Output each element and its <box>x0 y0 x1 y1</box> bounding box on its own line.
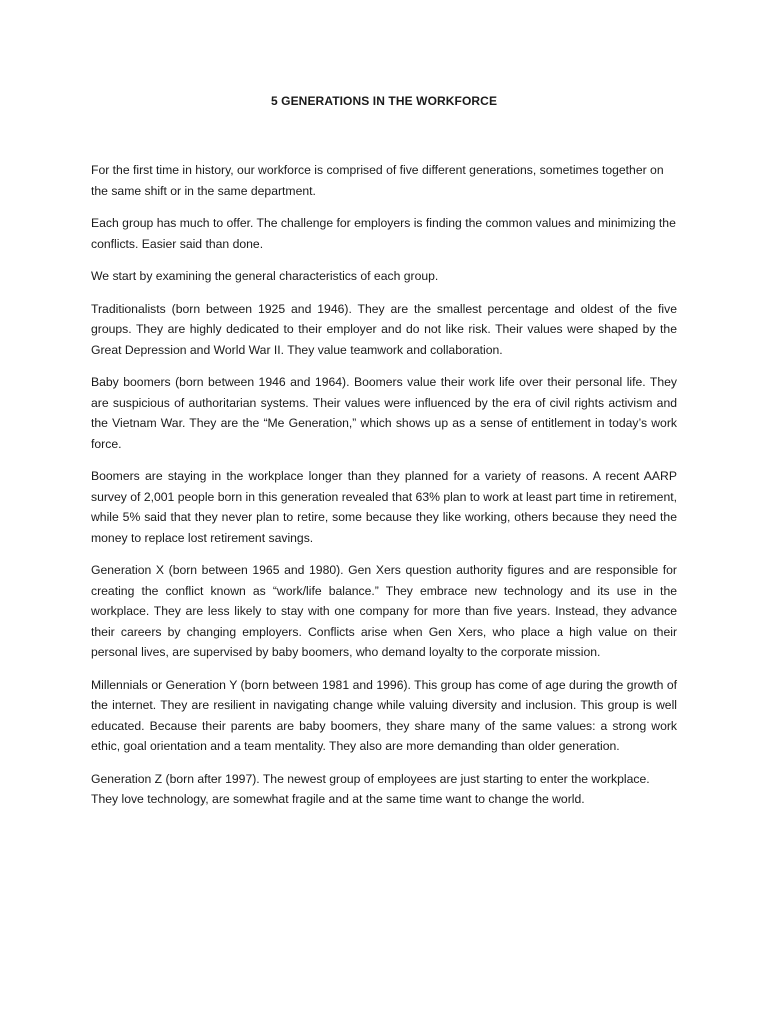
paragraph-generation-z: Generation Z (born after 1997). The newest group of employees are just starting to enter the workplace. They love technology, are somewhat fragile and at the same time want to change the world. <box>91 771 650 806</box>
paragraph-baby-boomers: Baby boomers (born between 1946 and 1964). Boomers value their work life over their personal life. They are suspicious of authoritarian systems. Their values were influenced by the era of civil rights activism and the Vietnam War. They are the “Me Generation,” which shows up as a sense of entitlement in today’s work force. <box>91 375 677 451</box>
paragraph-challenge: Each group has much to offer. The challenge for employers is finding the common values and minimizing the conflicts. Easier said than done. <box>91 216 676 251</box>
document-title: 5 GENERATIONS IN THE WORKFORCE <box>270 94 498 108</box>
paragraph-boomers-workplace: Boomers are staying in the workplace longer than they planned for a variety of reasons. A recent AARP survey of 2,001 people born in this generation revealed that 63% plan to work at least part time in retirement, while 5% said that they never plan to retire, some because they like working, others because they need the money to replace lost retirement savings. <box>91 469 678 545</box>
paragraph-generation-x: Generation X (born between 1965 and 1980). Gen Xers question authority figures and are responsible for creating the conflict known as “work/life balance.” They embrace new technology and its use in the workplace. They are less likely to stay with one company for more than five years. Instead, they advance their careers by changing employers. Conflicts arise when Gen Xers, who place a high value on their personal lives, are supervised by baby boomers, who demand loyalty to the corporate mission. <box>91 563 677 659</box>
paragraph-millennials: Millennials or Generation Y (born between 1981 and 1996). This group has come of age during the growth of the internet. They are resilient in navigating change while valuing diversity and inclusion. This group is well educated. Because their parents are baby boomers, they share many of the same values: a strong work ethic, goal orientation and a team mentality. They also are more demanding than older generation. <box>91 677 677 753</box>
paragraph-traditionalists: Traditionalists (born between 1925 and 1946). They are the smallest percentage and oldest of the five groups. They are highly dedicated to their employer and do not like risk. Their values were shaped by the Great Depression and World War II. They value teamwork and collaboration. <box>91 301 677 357</box>
paragraph-examining: We start by examining the general characteristics of each group. <box>91 269 439 283</box>
paragraph-intro: For the first time in history, our workforce is comprised of five different generations, sometimes together on the same shift or in the same department. <box>91 163 664 198</box>
